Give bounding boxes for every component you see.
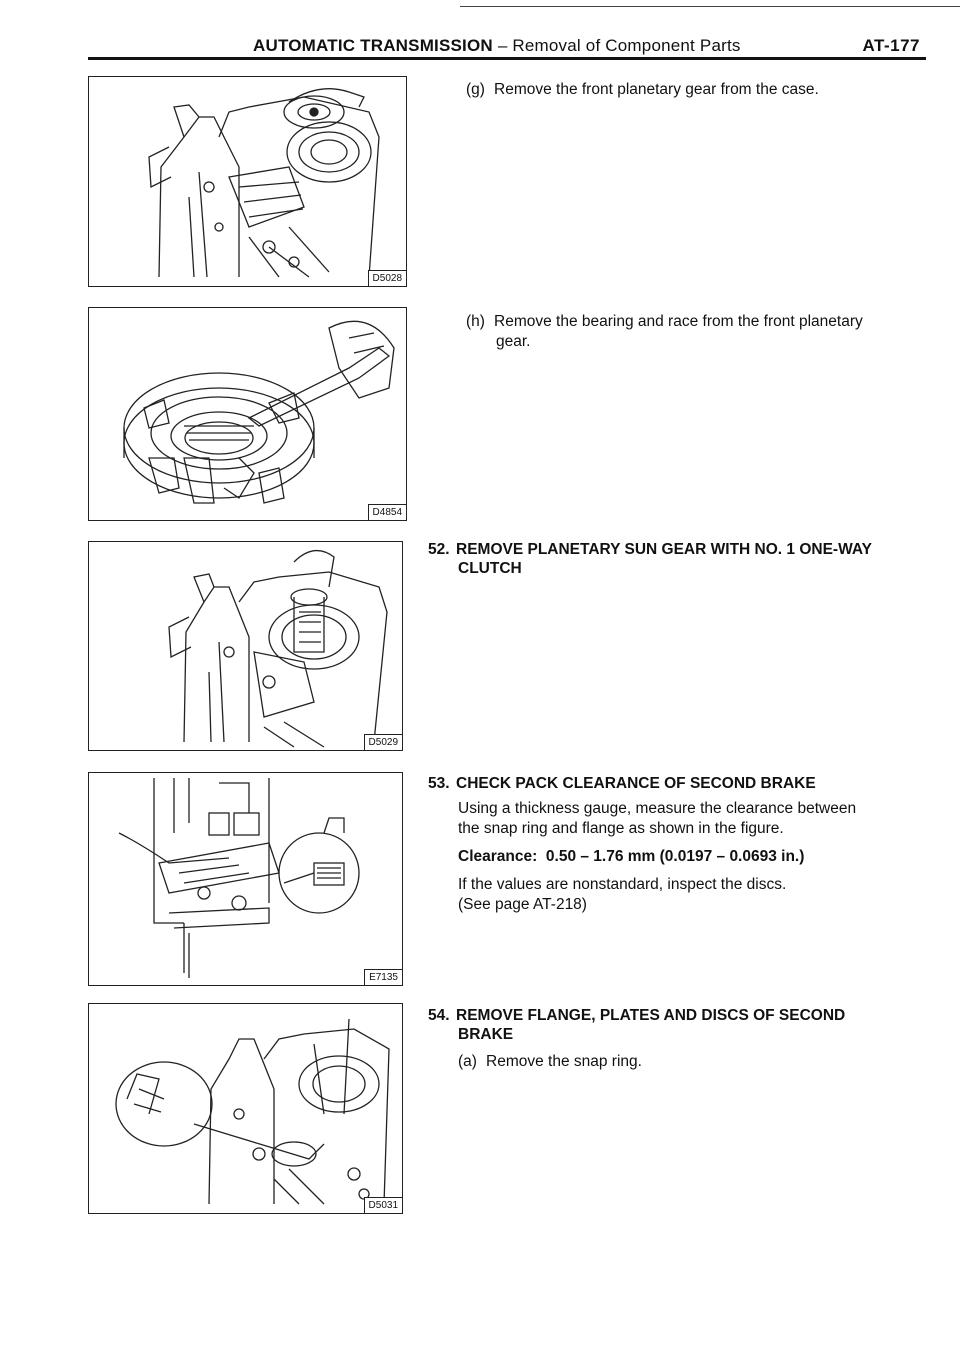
figure-illustration [89,1004,401,1212]
step-54 [428,1006,928,1072]
figure-illustration [89,773,401,984]
step-heading-line2: CLUTCH [458,560,522,577]
step-text: Remove the front planetary gear from the case. [494,81,819,98]
step-body-line2: the snap ring and flange as shown in the figure. [458,820,784,837]
step-text-line1: Remove the bearing and race from the front planetary [494,313,863,330]
step-g [466,80,936,100]
step-heading-line2: BRAKE [458,1026,514,1043]
step-h [466,312,936,352]
step-number: 52. [428,541,450,558]
step-heading-line1: REMOVE FLANGE, PLATES AND DISCS OF SECOND [456,1007,846,1024]
figure-illustration [89,542,401,749]
spec-value: 0.50 – 1.76 mm (0.0197 – 0.0693 in.) [545,848,805,865]
step-text-line2: gear. [496,333,531,350]
step-label: (g) [466,81,485,98]
header-title-sub: – Removal of Component Parts [492,36,741,55]
step-heading: CHECK PACK CLEARANCE OF SECOND BRAKE [456,775,816,792]
top-rule [460,6,960,7]
header-title-main: AUTOMATIC TRANSMISSION [253,36,493,55]
step-heading-line1: REMOVE PLANETARY SUN GEAR WITH NO. 1 ONE-WAY [456,541,872,558]
header-title [253,36,741,56]
step-note-line1: If the values are nonstandard, inspect the discs. [458,876,787,893]
figure-remove-bearing-race [88,307,407,521]
step-note-line2: (See page AT-218) [458,896,587,913]
figure-code: D5028 [368,270,406,286]
step-52 [428,540,928,578]
figure-remove-snap-ring [88,1003,403,1214]
step-body-line1: Using a thickness gauge, measure the clearance between [458,800,857,817]
figure-code: D4854 [368,504,406,520]
step-53 [428,774,928,915]
spec-label: Clearance: [458,848,538,865]
figure-illustration [89,77,405,285]
step-label: (h) [466,313,485,330]
header-rule [88,57,926,60]
page-number: AT-177 [862,36,920,55]
figure-check-pack-clearance [88,772,403,986]
figure-code: D5031 [364,1197,402,1213]
step-number: 53. [428,775,450,792]
figure-illustration [89,308,405,519]
step-number: 54. [428,1007,450,1024]
page-header [88,36,926,66]
figure-remove-front-planetary [88,76,407,287]
figure-code: D5029 [364,734,402,750]
sub-step-label: (a) [458,1053,477,1070]
figure-remove-sun-gear [88,541,403,751]
sub-step-text: Remove the snap ring. [486,1053,642,1070]
figure-code: E7135 [364,969,402,985]
